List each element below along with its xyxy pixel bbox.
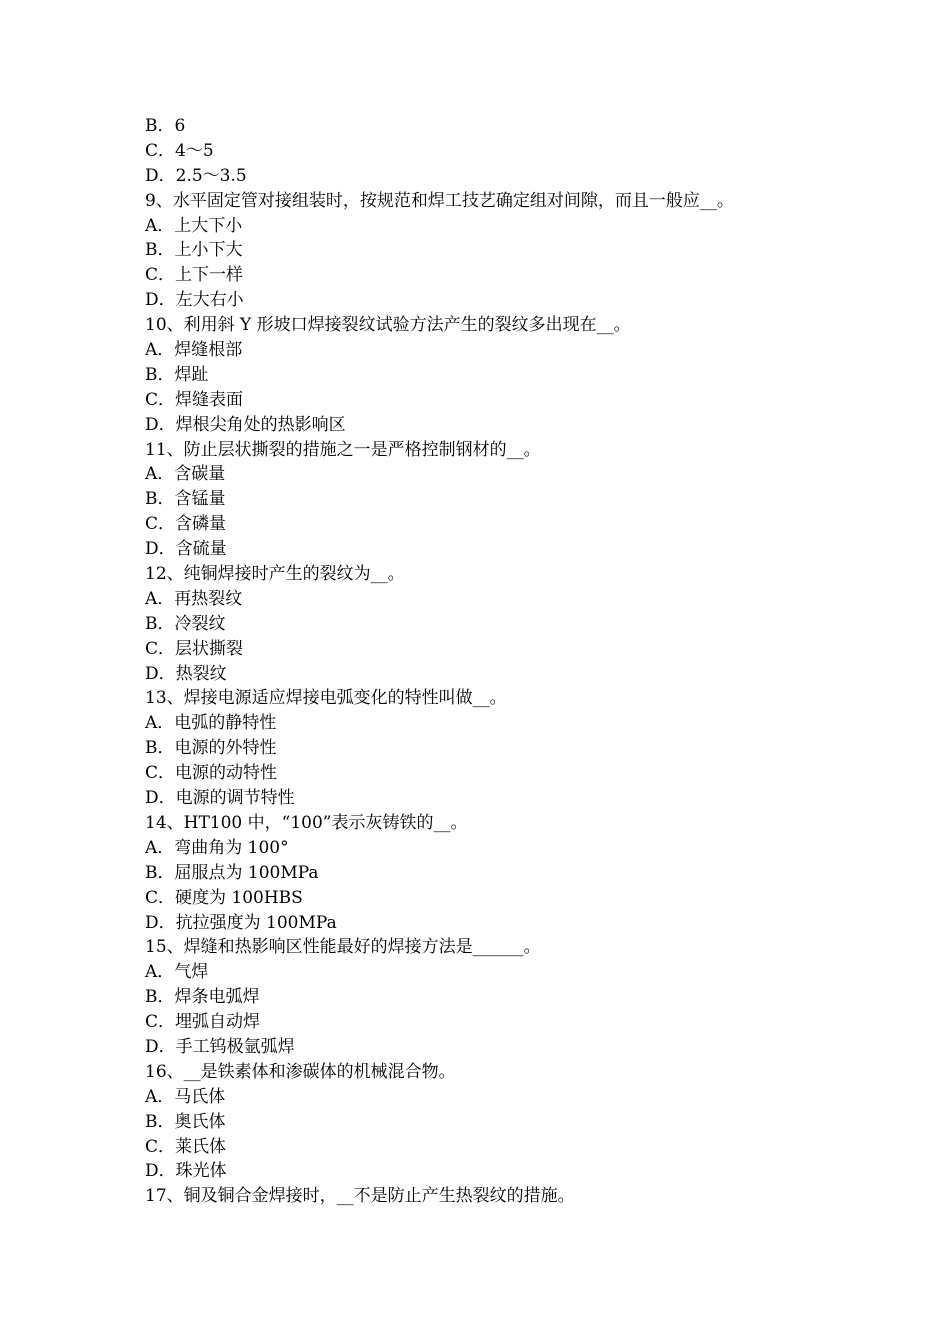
question-10-option-d: D．焊根尖角处的热影响区: [145, 414, 346, 435]
question-13-option-c: C．电源的动特性: [145, 763, 278, 784]
question-14-option-a: A．弯曲角为 100°: [145, 837, 289, 858]
question-14-option-c: C．硬度为 100HBS: [145, 887, 303, 908]
question-11-option-b: B．含锰量: [145, 489, 226, 510]
question-15-option-b: B．焊条电弧焊: [145, 987, 260, 1008]
question-13-option-b: B．电源的外特性: [145, 738, 277, 759]
question-16: 16、__是铁素体和渗碳体的机械混合物。: [145, 1061, 456, 1082]
question-14-option-d: D．抗拉强度为 100MPa: [145, 912, 337, 933]
question-10: 10、利用斜 Y 形坡口焊接裂纹试验方法产生的裂纹多出现在__。: [145, 315, 631, 336]
question-10-option-c: C．焊缝表面: [145, 389, 244, 410]
question-14-option-b: B．屈服点为 100MPa: [145, 862, 319, 883]
question-16-option-d: D．珠光体: [145, 1161, 227, 1182]
option-d-2-5-3-5: D．2.5～3.5: [145, 165, 247, 186]
question-13-option-a: A．电弧的静特性: [145, 713, 277, 734]
option-b-6: B．6: [145, 116, 186, 136]
question-11-option-c: C．含磷量: [145, 514, 227, 535]
question-15-option-a: A．气焊: [145, 962, 209, 983]
option-c-4-5: C．4～5: [145, 140, 214, 161]
question-16-option-a: A．马氏体: [145, 1086, 226, 1107]
question-12-option-c: C．层状撕裂: [145, 638, 244, 659]
question-10-option-a: A．焊缝根部: [145, 340, 243, 361]
question-16-option-b: B．奥氏体: [145, 1111, 226, 1132]
question-17: 17、铜及铜合金焊接时，__不是防止产生热裂纹的措施。: [145, 1186, 575, 1207]
question-9-option-d: D．左大右小: [145, 290, 244, 311]
question-9-option-c: C．上下一样: [145, 265, 244, 286]
question-13: 13、焊接电源适应焊接电弧变化的特性叫做__。: [145, 688, 507, 709]
question-11: 11、防止层状撕裂的措施之一是严格控制钢材的__。: [145, 439, 541, 460]
question-9-option-a: A．上大下小: [145, 215, 243, 236]
question-14: 14、HT100 中，“100”表示灰铸铁的__。: [145, 812, 468, 833]
question-12: 12、纯铜焊接时产生的裂纹为__。: [145, 564, 405, 585]
question-11-option-a: A．含碳量: [145, 464, 226, 485]
question-10-option-b: B．焊趾: [145, 364, 209, 385]
question-15-option-d: D．手工钨极氩弧焊: [145, 1036, 295, 1057]
question-12-option-d: D．热裂纹: [145, 663, 227, 684]
question-13-option-d: D．电源的调节特性: [145, 788, 295, 809]
question-9: 9、水平固定管对接组装时，按规范和焊工技艺确定组对间隙，而且一般应__。: [145, 190, 734, 211]
question-11-option-d: D．含硫量: [145, 539, 227, 560]
question-15: 15、焊缝和热影响区性能最好的焊接方法是______。: [145, 937, 541, 958]
question-12-option-a: A．再热裂纹: [145, 588, 243, 609]
question-16-option-c: C．莱氏体: [145, 1136, 227, 1157]
question-12-option-b: B．冷裂纹: [145, 613, 226, 634]
question-15-option-c: C．埋弧自动焊: [145, 1012, 261, 1033]
question-list: [145, 114, 845, 1209]
question-9-option-b: B．上小下大: [145, 240, 243, 261]
